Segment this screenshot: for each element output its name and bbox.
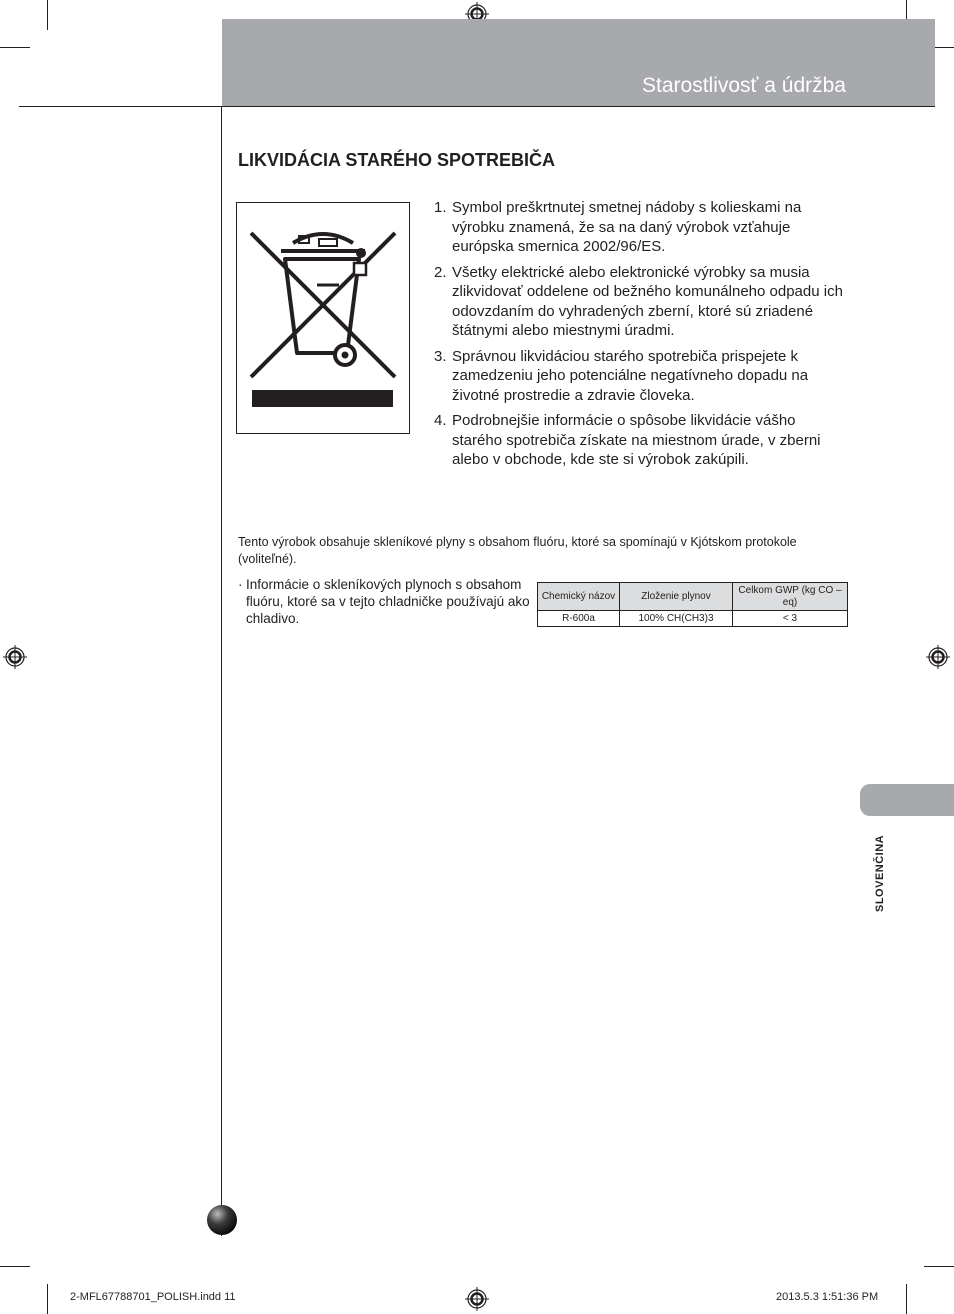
- language-tab: [860, 784, 954, 816]
- list-item: [434, 347, 844, 406]
- list-item-text: Správnou likvidáciou starého spotrebiča prispejete k zamedzeniu jeho potenciálne negatívneho dopadu na životné prostredie a zdravie človeka.: [452, 347, 809, 404]
- margin-rule: [221, 106, 222, 1236]
- footer-timestamp: 2013.5.3 1:51:36 PM: [776, 1291, 879, 1303]
- crop-mark: [0, 47, 30, 48]
- table-row: [538, 611, 848, 627]
- table-header-cell: Celkom GWP (kg CO –eq): [733, 583, 848, 611]
- greenhouse-gas-bullet: [238, 576, 530, 627]
- list-item-number: 2.: [434, 263, 447, 281]
- section-title: LIKVIDÁCIA STARÉHO SPOTREBIČA: [238, 150, 556, 170]
- crop-mark: [906, 0, 907, 20]
- list-item-text: Symbol preškrtnutej smetnej nádoby s kolieskami na výrobku znamená, že sa na daný výrobok vzťahuje európska smernica 2002/96/ES.: [452, 199, 802, 255]
- list-item-text: Podrobnejšie informácie o spôsobe likvidácie vášho starého spotrebiča získate na miestnom úrade, v zberni alebo v obchode, kde ste si výrobok zakúpili.: [452, 412, 821, 468]
- crop-mark: [906, 1284, 907, 1314]
- table-header-cell: Zloženie plynov: [620, 583, 733, 611]
- refrigerant-gas-table: [537, 582, 848, 627]
- list-item-number: 4.: [434, 412, 447, 429]
- crossed-out-wheelie-bin-icon: [237, 203, 409, 433]
- crop-mark: [47, 0, 48, 30]
- list-item: [434, 263, 844, 341]
- bullet-mark: ·: [238, 577, 243, 592]
- list-item: [434, 198, 844, 257]
- table-header-row: [538, 583, 848, 611]
- list-item-number: 3.: [434, 347, 447, 365]
- list-item-number: 1.: [434, 199, 447, 216]
- registration-mark-icon: [3, 645, 27, 669]
- page-title: Starostlivosť a údržba: [642, 74, 846, 97]
- crop-mark: [924, 1266, 954, 1267]
- page-marker-ball: [207, 1205, 237, 1235]
- footer-file-info: 2-MFL67788701_POLISH.indd 11: [70, 1291, 236, 1303]
- table-cell: 100% CH(CH3)3: [620, 611, 733, 627]
- table-cell: R-600a: [538, 611, 620, 627]
- list-item: [434, 411, 844, 470]
- disposal-steps-list: [434, 198, 844, 476]
- language-label: [874, 822, 892, 912]
- weee-symbol-frame: [236, 202, 410, 434]
- registration-mark-icon: [465, 1287, 489, 1311]
- bullet-text: Informácie o skleníkových plynoch s obsahom fluóru, ktoré sa v tejto chladničke používajú ako chladivo.: [246, 577, 530, 626]
- crop-mark: [0, 1266, 30, 1267]
- table-header-cell: Chemický názov: [538, 583, 620, 611]
- table-cell: < 3: [733, 611, 848, 627]
- registration-mark-icon: [926, 645, 950, 669]
- crop-mark: [47, 1284, 48, 1314]
- language-label-text: SLOVENČINA: [874, 834, 886, 912]
- greenhouse-gas-note: Tento výrobok obsahuje skleníkové plyny s obsahom fluóru, ktoré sa spomínajú v Kjótskom protokole (voliteľné).: [238, 535, 797, 566]
- header-rule: [19, 106, 935, 107]
- list-item-text: Všetky elektrické alebo elektronické výrobky sa musia zlikvidovať oddelene od bežného komunálneho odpadu ich odovzdaním do vyhradených zberní, ktoré sú zriadené štátnymi alebo miestnymi úradmi.: [452, 263, 843, 339]
